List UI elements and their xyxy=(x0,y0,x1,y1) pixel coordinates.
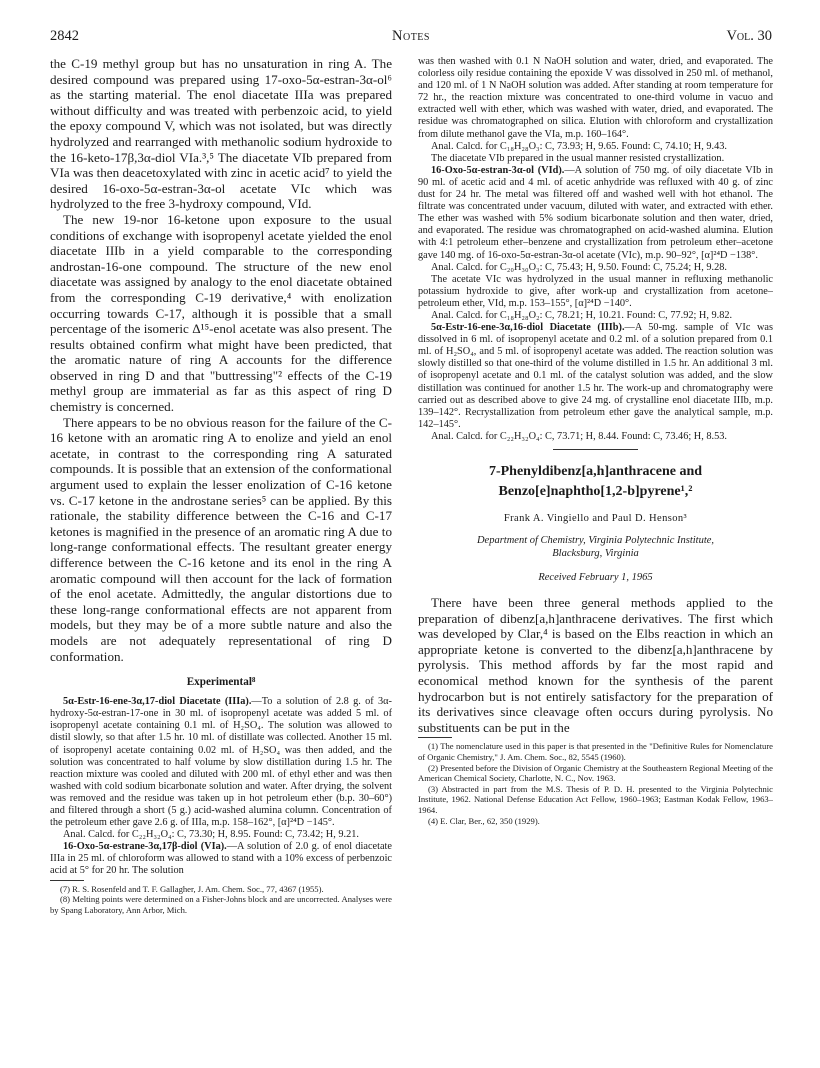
footnote: (3) Abstracted in part from the M.S. Thesis of P. D. H. presented to the Virginia Polytechnic Institute, 1962. National Defense Education Act Fellow, 1960–1963; Eastman Kodak Fellow, 1963–1964. xyxy=(418,783,773,815)
footnotes xyxy=(418,741,773,826)
affiliation xyxy=(418,534,773,560)
analysis-line: Anal. Calcd. for C₂₂H₃₂O₄: C, 73.30; H, 8.95. Found: C, 73.42; H, 9.21. xyxy=(63,829,359,841)
received-date: Received February 1, 1965 xyxy=(538,572,653,583)
compound-heading: 16-Oxo-5α-estrane-3α,17β-diol (VIa). xyxy=(63,841,227,853)
analysis-line: Anal. Calcd. for C₁₈H₂₈O₃: C, 73.93; H, 9.65. Found: C, 74.10; H, 9.43. xyxy=(431,140,727,152)
footnote-rule xyxy=(50,880,84,881)
footnote: (4) E. Clar, Ber., 62, 350 (1929). xyxy=(428,815,540,826)
analysis-line: Anal. Calcd. for C₁₈H₂₈O₂: C, 78.21; H, 10.21. Found: C, 77.92; H, 9.82. xyxy=(431,309,733,321)
compound-heading: 16-Oxo-5α-estran-3α-ol (VId). xyxy=(431,164,565,176)
compound-heading: 5α-Estr-16-ene-3α,16-diol Diacetate (IIIb). xyxy=(431,322,625,334)
running-header xyxy=(50,28,772,46)
article-separator xyxy=(553,449,638,450)
affiliation-line: Blacksburg, Virginia xyxy=(552,548,639,559)
article-title xyxy=(418,462,773,502)
right-column xyxy=(418,56,773,826)
procedure-paragraph xyxy=(418,165,773,262)
footnote-rule xyxy=(418,737,452,738)
volume-number: Vol. 30 xyxy=(726,28,772,44)
affiliation-line: Department of Chemistry, Virginia Polytechnic Institute, xyxy=(476,535,715,546)
procedure-text: The acetate VIc was hydrolyzed in the usual manner in refluxing methanolic potassium hydroxide to give, after work-up and crystallization from acetone–petroleum ether, VId, m.p. 153–155°, [α]²⁴D −140°. xyxy=(418,273,773,309)
footnote: (2) Presented before the Division of Organic Chemistry at the Southeastern Regional Meeting of the American Chemical Society, Charlotte, N. C., Nov. 1963. xyxy=(418,762,773,784)
footnote: (8) Melting points were determined on a Fisher-Johns block and are uncorrected. Analyses were by Spang Laboratory, Ann Arbor, Mich. xyxy=(50,894,392,915)
procedure-text: —A solution of 2.0 g. of enol diacetate IIIa in 25 ml. of chloroform was allowed to stand with a 10% excess of perbenzoic acid at 5° for 20 hr. The solution xyxy=(50,841,392,877)
body-paragraph: The new 19-nor 16-ketone upon exposure to the usual conditions of exchange with isopropenyl acetate yielded the enol diacetate IIIb in a yield comparable to the corresponding androstan-16-one compound. The structure of the new enol diacetate was assigned by analogy to the enol diacetate obtained from the corresponding C-19 derivative,⁴ with enolization occurring towards C-17, although it is possible that a small percentage of the isomeric Δ¹⁵-enol acetate was also present. The results obtained confirm what might have been predicted, that the aromatic nature of ring A accounts for the difference observed in ring D and that "buttressing"² effects of the C-19 methyl group are immaterial as far as this aspect of ring D chemistry is concerned. xyxy=(50,211,392,415)
footnotes xyxy=(50,884,392,916)
article-title-line: Benzo[e]naphtho[1,2-b]pyrene¹,² xyxy=(498,484,693,499)
procedure-text: The diacetate VIb prepared in the usual manner resisted crystallization. xyxy=(431,152,725,164)
procedure-text: —A 50-mg. sample of VIc was dissolved in 6 ml. of isopropenyl acetate and 0.2 ml. of a solution prepared from 0.1 ml. of H₂SO₄, and 5 ml. of isopropenyl acetate was added. The reaction solution was slowly distilled so that one-third of the volume distilled in 1.5 hr. An additional 3 ml. of isopropenyl acetate and 0.1 ml. of the catalyst solution was added, and the slow distillation was continued for another 1.5 hr. The work-up and chromatography were carried out as described above to give 24 mg. of crystalline enol diacetate IIIb, m.p. 139–142°. Recrystallization from petroleum ether gave the analytical sample, m.p. 142–145°. xyxy=(418,322,773,430)
intro-paragraph: There have been three general methods applied to the preparation of dibenz[a,h]anthracene derivatives. The first which was developed by Clar,⁴ is based on the Elbs reaction in which an appropriate ketone is converted to the dibenz[a,h]anthracene by pyrolysis. This method affords by far the most rapid and economical method known for the synthesis of the parent hydrocarbon but is not entirely satisfactory for the preparation of its derivatives since cleavage often occurs during pyrolysis. No substituents can be put in the xyxy=(418,595,773,735)
compound-heading: 5α-Estr-16-ene-3α,17-diol Diacetate (IIIa). xyxy=(63,696,252,708)
article-title-line: 7-Phenyldibenz[a,h]anthracene and xyxy=(488,464,703,479)
procedure-paragraph xyxy=(50,841,392,877)
procedure-paragraph xyxy=(50,696,392,829)
footnote: (7) R. S. Rosenfeld and T. F. Gallagher, J. Am. Chem. Soc., 77, 4367 (1955). xyxy=(60,883,324,894)
page-number: 2842 xyxy=(50,28,79,44)
analysis-line: Anal. Calcd. for C₂₀H₃₀O₃: C, 75.43; H, 9.50. Found: C, 75.24; H, 9.28. xyxy=(431,261,727,273)
procedure-paragraph xyxy=(418,322,773,431)
body-paragraph: the C-19 methyl group but has no unsaturation in ring A. The desired compound was prepared using 17-oxo-5α-estran-3α-ol⁶ as the starting material. The enol diacetate IIIa was prepared without difficulty and was treated with perbenzoic acid, to yield the epoxy compound V, which was not isolated, but was directly hydrolyzed and rearranged with methanolic sodium hydroxide to the 16-keto-17β,3α-diol VIa.³,⁵ The diacetate VIb prepared from VIa was then deacetoxylated with zinc in acetic acid⁷ to yield the desired 16-oxo-5α-estran-3α-ol acetate VIc which was hydrolyzed to the free 3-hydroxy compound, VId. xyxy=(50,56,392,212)
article-authors: Frank A. Vingiello and Paul D. Henson³ xyxy=(503,513,688,524)
left-column xyxy=(50,56,392,915)
procedure-text: —To a solution of 2.8 g. of 3α-hydroxy-5α-estran-17-one in 30 ml. of isopropenyl acetate was added 5 ml. of isopropenyl acetate containing 0.1 ml. of H₂SO₄. The solution was allowed to distil slowly, so that after 1.5 hr. 10 ml. of distillate was collected. Another 15 ml. of isopropenyl acetate containing 0.02 ml. of H₂SO₄ was then added, and the solution was concentrated to half volume by slow distillation during 1.5 hr. The reaction mixture was cooled and diluted with 200 ml. of ethyl ether and was then washed with cold sodium bicarbonate solution and water. After drying, the solvent was removed and the residue was taken up in hot petroleum ether (b.p. 30–60°) and filtered through a short (5 g.) acid-washed alumina column. Concentration of the petroleum ether gave 2.6 g. of IIIa, m.p. 158–162°, [α]²⁴D −145°. xyxy=(50,696,392,829)
procedure-text: —A solution of 750 mg. of oily diacetate VIb in 90 ml. of acetic acid and 4 ml. of acetic anhydride was refluxed with 40 g. of zinc dust for 24 hr. The metal was filtered off and washed well with hot ethanol. The filtrate was concentrated under vacuum, diluted with water, and extracted with ether. The ether was washed with 5% sodium bicarbonate solution and then water, dried, and evaporated. The residue was chromatographed on acid-washed alumina. Elution with 4:1 petroleum ether–benzene and crystallization from petroleum ether–acetone gave 140 mg. of 16-oxo-5α-estran-3α-ol acetate (VIc), m.p. 90–92°, [α]²⁴D −138°. xyxy=(418,164,773,261)
body-paragraph: There appears to be no obvious reason for the failure of the C-16 ketone with an aromatic ring A to enolize and yield an enol acetate, in contrast to the corresponding ring A saturated compounds. It is possible that an extension of the conformational argument used to explain the lesser enolization of C-16 ketone vs. C-17 ketone in the androstane series⁵ can be applied. By this rationale, the stability difference between the C-16 and C-17 ketones is magnified in the presence of an aromatic ring A due to long-range conformational effects. The resultant greater energy difference between the C-16 ketone and its enol in the ring A aromatic compound will then account for the lack of formation of the enol acetate. Admittedly, the angular distortions due to these long-range conformational effects are not apparent from models, but they may be of a more subtle nature and also the models are not adequately representational of ring D conformation. xyxy=(50,414,392,664)
procedure-text: was then washed with 0.1 N NaOH solution and water, dried, and evaporated. The colorless oily residue containing the epoxide V was dissolved in 250 ml. of methanol, and 120 ml. of 1 N NaOH solution was added. After standing at room temperature for 72 hr., the reaction mixture was concentrated to one-third volume in vacuo and extracted well with ether, which was washed with water, dried, and evaporated. The residue was chromatographed on silica. Elution with chloroform and crystallization from dilute methanol gave the VIa, m.p. 160–164°. xyxy=(418,56,773,140)
experimental-heading: Experimental⁸ xyxy=(186,676,256,689)
footnote: (1) The nomenclature used in this paper is that presented in the "Definitive Rules for Nomenclature of Organic Chemistry," J. Am. Chem. Soc., 82, 5545 (1960). xyxy=(418,741,773,762)
analysis-line: Anal. Calcd. for C₂₂H₃₂O₄: C, 73.71; H, 8.44. Found: C, 73.46; H, 8.53. xyxy=(431,430,727,442)
section-name: Notes xyxy=(392,28,430,44)
